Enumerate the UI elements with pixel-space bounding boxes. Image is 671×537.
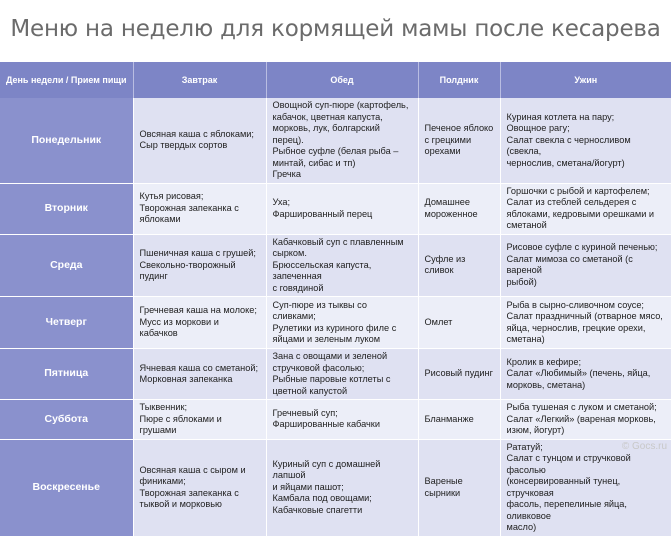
day-cell: Четверг bbox=[0, 297, 133, 349]
table-row bbox=[0, 297, 671, 349]
cell-line: Суп-пюре из тыквы со сливками; bbox=[272, 299, 367, 321]
cell-line: Фаршированный перец bbox=[272, 208, 373, 219]
cell-line: Брюссельская капуста, запеченная bbox=[272, 259, 372, 281]
cell-line: Кабачковые спагетти bbox=[272, 504, 363, 515]
header-dinner: Ужин bbox=[500, 62, 671, 98]
cell-line: изюм, йогурт) bbox=[506, 425, 565, 435]
day-cell: Вторник bbox=[0, 183, 133, 234]
cell-line: Уха; bbox=[272, 197, 291, 207]
dinner-cell bbox=[500, 400, 671, 440]
cell-line: Горшочки с рыбой и картофелем; bbox=[506, 185, 650, 196]
cell-line: яблоками bbox=[139, 214, 181, 225]
cell-line: Салат свекла с черносливом (свекла, bbox=[506, 134, 631, 156]
header-snack: Полдник bbox=[418, 62, 500, 98]
cell-line: Салат мимоза со сметаной (с вареной bbox=[506, 253, 633, 276]
table-body bbox=[0, 98, 671, 536]
snack-cell bbox=[418, 439, 500, 536]
cell-line: Печеное яблоко bbox=[424, 123, 494, 133]
cell-line: Фаршированные кабачки bbox=[272, 419, 380, 430]
lunch-cell bbox=[266, 400, 418, 440]
day-cell: Среда bbox=[0, 234, 133, 297]
cell-line: Зана с овощами и зеленой bbox=[272, 351, 388, 361]
cell-line: Куриная котлета на пару; bbox=[506, 111, 615, 122]
cell-line: Салат праздничный (отварное мясо, bbox=[506, 311, 663, 321]
lunch-cell bbox=[266, 297, 418, 349]
weekly-menu-table bbox=[0, 62, 671, 537]
day-cell: Воскресенье bbox=[0, 439, 133, 536]
table-row bbox=[0, 98, 671, 183]
lunch-cell bbox=[266, 349, 418, 400]
cell-line: Овсяная каша с яблоками; bbox=[139, 128, 254, 139]
dinner-cell bbox=[500, 439, 671, 536]
cell-line: минтай, сибас и тп) bbox=[272, 157, 356, 168]
cell-line: Салат из стеблей сельдерея с bbox=[506, 197, 637, 207]
watermark: © Gocs.ru bbox=[621, 441, 667, 452]
cell-line: рыбой) bbox=[506, 276, 537, 287]
snack-cell bbox=[418, 297, 500, 349]
cell-line: Свекольно-творожный пудинг bbox=[139, 259, 236, 281]
cell-line: тыквой и морковью bbox=[139, 499, 222, 509]
cell-line: кабачок, цветная капуста, bbox=[272, 111, 383, 122]
cell-line: Пшеничная каша с грушей; bbox=[139, 248, 256, 258]
cell-line: Рататуй; bbox=[506, 441, 543, 452]
cell-line: Кролик в кефире; bbox=[506, 356, 582, 367]
lunch-cell bbox=[266, 98, 418, 183]
cell-line: Тыквенник; bbox=[139, 402, 188, 412]
cell-line: финиками; bbox=[139, 476, 186, 486]
cell-line: Сыр твердых сортов bbox=[139, 140, 228, 151]
snack-cell bbox=[418, 349, 500, 400]
cell-line: с грецкими bbox=[424, 134, 472, 145]
dinner-cell bbox=[500, 297, 671, 349]
table-row bbox=[0, 183, 671, 234]
cell-line: (консервированный тунец, стручковая bbox=[506, 476, 621, 498]
cell-line: Овощной суп-пюре (картофель, bbox=[272, 100, 409, 110]
cell-line: Рисовое суфле с куриной печенью; bbox=[506, 242, 658, 253]
snack-cell bbox=[418, 234, 500, 297]
breakfast-cell bbox=[133, 98, 266, 183]
cell-line: сырники bbox=[424, 487, 461, 498]
table-row bbox=[0, 439, 671, 536]
dinner-cell bbox=[500, 98, 671, 183]
cell-line: яйца, чернослив, грецкие орехи, bbox=[506, 322, 646, 333]
page-title: Меню на неделю для кормящей мамы после кесарева bbox=[10, 16, 661, 42]
cell-line: морковь, лук, болгарский перец). bbox=[272, 123, 380, 145]
snack-cell bbox=[418, 400, 500, 440]
cell-line: Гречка bbox=[272, 169, 301, 179]
cell-line: Салат «Любимый» (печень, яйца, bbox=[506, 368, 651, 379]
cell-line: мороженное bbox=[424, 208, 478, 219]
lunch-cell bbox=[266, 183, 418, 234]
header-lunch: Обед bbox=[266, 62, 418, 98]
breakfast-cell bbox=[133, 349, 266, 400]
cell-line: Салат «Легкий» (вареная морковь, bbox=[506, 413, 656, 424]
cell-line: Ячневая каша со сметаной; bbox=[139, 362, 259, 373]
cell-line: сметана) bbox=[506, 334, 545, 344]
cell-line: Вареные bbox=[424, 476, 463, 486]
cell-line: яйцами и зеленым луком bbox=[272, 334, 381, 344]
cell-line: Кутья рисовая; bbox=[139, 191, 204, 202]
cell-line: Гречневый суп; bbox=[272, 407, 338, 418]
lunch-cell bbox=[266, 439, 418, 536]
cell-line: чернослив, сметана/йогурт) bbox=[506, 157, 625, 168]
breakfast-cell bbox=[133, 297, 266, 349]
cell-line: Куриный суп с домашней лапшой bbox=[272, 458, 381, 481]
breakfast-cell bbox=[133, 400, 266, 440]
cell-line: Домашнее bbox=[424, 197, 471, 207]
table-header-row bbox=[0, 62, 671, 98]
header-day: День недели / Прием пищи bbox=[0, 62, 133, 98]
cell-line: Суфле из сливок bbox=[424, 253, 466, 276]
cell-line: Камбала под овощами; bbox=[272, 493, 372, 504]
dinner-cell bbox=[500, 349, 671, 400]
cell-line: сметаной bbox=[506, 220, 547, 230]
cell-line: Морковная запеканка bbox=[139, 374, 233, 384]
cell-line: Рулетики из куриного филе с bbox=[272, 322, 397, 333]
cell-line: масло) bbox=[506, 522, 537, 532]
cell-line: Бланманже bbox=[424, 413, 474, 424]
cell-line: Рыбные паровые котлеты с bbox=[272, 374, 391, 384]
cell-line: Творожная запеканка с bbox=[139, 202, 239, 213]
cell-line: Творожная запеканка с bbox=[139, 487, 239, 498]
cell-line: сырком. bbox=[272, 248, 307, 258]
cell-line: и яйцами пашот; bbox=[272, 481, 344, 492]
cell-line: Рисовый пудинг bbox=[424, 368, 493, 379]
snack-cell bbox=[418, 98, 500, 183]
day-cell: Пятница bbox=[0, 349, 133, 400]
breakfast-cell bbox=[133, 234, 266, 297]
day-cell: Суббота bbox=[0, 400, 133, 440]
cell-line: стручковой фасолью; bbox=[272, 362, 365, 373]
table-row bbox=[0, 234, 671, 297]
cell-line: Пюре с яблоками и грушами bbox=[139, 413, 222, 435]
dinner-cell bbox=[500, 234, 671, 297]
cell-line: Овощное рагу; bbox=[506, 123, 570, 133]
table-row bbox=[0, 400, 671, 440]
header-breakfast: Завтрак bbox=[133, 62, 266, 98]
cell-line: с говядиной bbox=[272, 282, 324, 293]
cell-line: Гречневая каша на молоке; bbox=[139, 305, 257, 316]
snack-cell bbox=[418, 183, 500, 234]
lunch-cell bbox=[266, 234, 418, 297]
breakfast-cell bbox=[133, 183, 266, 234]
cell-line: яблоками, кедровыми орешками и bbox=[506, 208, 655, 219]
cell-line: Салат с тунцом и стручковой фасолью bbox=[506, 453, 631, 475]
day-cell: Понедельник bbox=[0, 98, 133, 183]
cell-line: Кабачковый суп с плавленным bbox=[272, 236, 404, 247]
cell-line: Рыба в сырно-сливочном соусе; bbox=[506, 299, 644, 310]
dinner-cell bbox=[500, 183, 671, 234]
breakfast-cell bbox=[133, 439, 266, 536]
table-row bbox=[0, 349, 671, 400]
cell-line: Омлет bbox=[424, 316, 453, 327]
cell-line: Мусс из моркови и кабачков bbox=[139, 316, 219, 339]
cell-line: Овсяная каша с сыром и bbox=[139, 464, 246, 475]
cell-line: Рыбное суфле (белая рыба – bbox=[272, 146, 399, 156]
cell-line: морковь, сметана) bbox=[506, 379, 586, 390]
cell-line: цветной капустой bbox=[272, 385, 348, 396]
cell-line: Рыба тушеная с луком и сметаной; bbox=[506, 402, 657, 412]
cell-line: орехами bbox=[424, 146, 461, 156]
cell-line: фасоль, перепелиные яйца, оливковое bbox=[506, 499, 627, 521]
